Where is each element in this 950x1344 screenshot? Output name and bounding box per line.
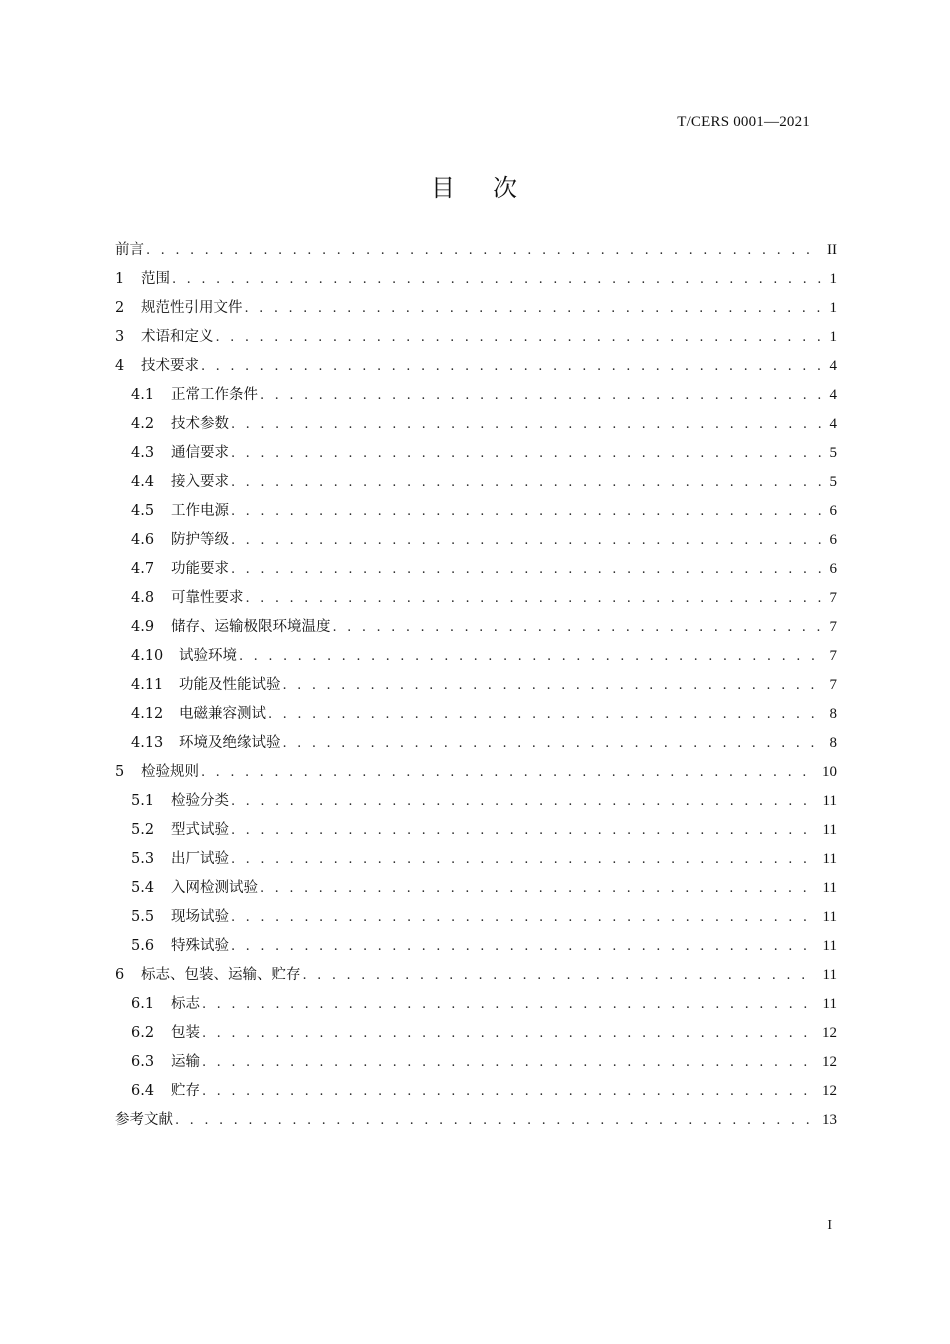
toc-entry-label: 标志 [171,996,200,1012]
toc-entry-page: 11 [822,851,837,867]
toc-entry[interactable] [115,642,837,671]
toc-entry-number: 3 [115,329,125,345]
toc-entry-number: 5 [115,764,125,780]
toc-entry-page: 11 [822,967,837,983]
toc-entry[interactable] [115,555,837,584]
toc-entry-label: 检验分类 [171,793,229,809]
toc-leader-dots [283,671,822,700]
toc-leader-dots [172,265,821,294]
toc-entry-number: 6.2 [131,1025,155,1041]
toc-leader-dots [231,526,821,555]
toc-entry-page: 1 [829,271,837,287]
toc-entry-label: 标志、包装、运输、贮存 [141,967,301,983]
toc-entry-number: 4.10 [131,648,164,664]
toc-entry-page: 4 [829,358,837,374]
toc-entry-label: 技术要求 [141,358,199,374]
toc-entry-page: 8 [829,706,837,722]
toc-entry-label: 术语和定义 [141,329,214,345]
toc-leader-dots [231,932,817,961]
toc-entry-page: 11 [822,822,837,838]
toc-entry[interactable] [115,323,837,352]
toc-entry[interactable] [115,497,837,526]
toc-entry-number: 4.7 [131,561,155,577]
toc-entry-number: 6.1 [131,996,155,1012]
toc-entry[interactable] [115,352,837,381]
toc-leader-dots [175,1106,816,1135]
toc-entry-label: 特殊试验 [171,938,229,954]
toc-title-part1: 目 [431,174,457,202]
page-number: I [827,1218,832,1233]
toc-entry-page: 4 [829,387,837,403]
toc-entry-number: 6.3 [131,1054,155,1070]
toc-leader-dots [202,990,817,1019]
toc-leader-dots [231,787,817,816]
toc-entry-label: 贮存 [171,1083,200,1099]
toc-leader-dots [260,381,821,410]
toc-entry-number: 6.4 [131,1083,155,1099]
document-code: T/CERS 0001—2021 [677,114,810,130]
toc-leader-dots [231,903,817,932]
toc-entry-page: 12 [822,1083,837,1099]
toc-entry-page: 7 [829,677,837,693]
toc-entry-label: 功能及性能试验 [179,677,281,693]
toc-entry-number: 4.3 [131,445,155,461]
toc-entry-number: 4.8 [131,590,155,606]
toc-entry[interactable] [115,700,837,729]
toc-entry[interactable] [115,932,837,961]
toc-entry-number: 5.1 [131,793,155,809]
toc-entry-page: 12 [822,1054,837,1070]
toc-entry-label: 防护等级 [171,532,229,548]
toc-list [115,236,837,1135]
toc-leader-dots [260,874,817,903]
toc-leader-dots [202,1019,816,1048]
toc-entry-page: 11 [822,996,837,1012]
toc-entry-number: 5.2 [131,822,155,838]
toc-entry-number: 4 [115,358,125,374]
toc-entry-label: 正常工作条件 [171,387,258,403]
toc-entry-label: 型式试验 [171,822,229,838]
toc-entry-label: 现场试验 [171,909,229,925]
toc-entry-page: 11 [822,938,837,954]
toc-entry-label: 范围 [141,271,170,287]
toc-entry[interactable] [115,961,837,990]
toc-entry[interactable] [115,845,837,874]
toc-entry-label: 储存、运输极限环境温度 [171,619,331,635]
toc-entry[interactable] [115,410,837,439]
toc-entry-number: 4.1 [131,387,155,403]
toc-leader-dots [231,555,821,584]
toc-title-part2: 次 [493,174,519,202]
toc-leader-dots [231,497,821,526]
toc-entry[interactable] [115,265,837,294]
toc-leader-dots [246,584,822,613]
toc-entry-number: 4.2 [131,416,155,432]
toc-entry-label: 出厂试验 [171,851,229,867]
toc-entry-label: 试验环境 [179,648,237,664]
toc-entry-number: 5.4 [131,880,155,896]
toc-entry-page: 6 [829,503,837,519]
toc-leader-dots [231,439,821,468]
toc-entry[interactable] [115,1019,837,1048]
toc-entry-page: 6 [829,561,837,577]
toc-entry-number: 4.11 [131,677,164,693]
toc-entry-label: 技术参数 [171,416,229,432]
toc-leader-dots [239,642,821,671]
toc-entry-number: 5.5 [131,909,155,925]
toc-leader-dots [201,758,816,787]
toc-entry-number: 4.12 [131,706,164,722]
toc-entry-number: 4.9 [131,619,155,635]
toc-entry-page: 1 [829,300,837,316]
toc-entry-label: 入网检测试验 [171,880,258,896]
toc-entry[interactable] [115,816,837,845]
toc-entry-number: 1 [115,271,125,287]
toc-entry[interactable] [115,671,837,700]
toc-entry[interactable] [115,874,837,903]
toc-entry-page: 10 [822,764,837,780]
toc-entry-label: 前言 [115,242,144,258]
toc-entry-page: 11 [822,880,837,896]
toc-entry-page: 1 [829,329,837,345]
toc-leader-dots [231,410,821,439]
toc-entry-label: 检验规则 [141,764,199,780]
toc-entry-page: 5 [829,474,837,490]
toc-entry-label: 可靠性要求 [171,590,244,606]
toc-entry-number: 2 [115,300,125,316]
toc-leader-dots [283,729,822,758]
toc-entry[interactable] [115,584,837,613]
toc-leader-dots [201,352,821,381]
toc-entry-page: 11 [822,909,837,925]
toc-entry[interactable] [115,381,837,410]
toc-entry-number: 6 [115,967,125,983]
toc-entry-page: 7 [829,590,837,606]
toc-entry-number: 4.4 [131,474,155,490]
toc-leader-dots [333,613,822,642]
toc-entry-label: 功能要求 [171,561,229,577]
toc-entry-number: 4.13 [131,735,164,751]
toc-entry-label: 环境及绝缘试验 [179,735,281,751]
toc-entry-number: 4.6 [131,532,155,548]
toc-entry-number: 5.6 [131,938,155,954]
toc-leader-dots [231,845,817,874]
toc-entry-page: 13 [822,1112,837,1128]
toc-entry-page: 12 [822,1025,837,1041]
toc-entry[interactable] [115,439,837,468]
toc-entry-page: 11 [822,793,837,809]
toc-entry-label: 参考文献 [115,1112,173,1128]
toc-entry[interactable] [115,903,837,932]
toc-entry[interactable] [115,1106,837,1135]
toc-leader-dots [146,236,821,265]
toc-entry-page: 4 [829,416,837,432]
toc-entry-page: 6 [829,532,837,548]
toc-entry[interactable] [115,729,837,758]
toc-entry[interactable] [115,613,837,642]
toc-entry-page: 5 [829,445,837,461]
toc-entry[interactable] [115,990,837,1019]
toc-title [0,168,950,203]
toc-entry-number: 4.5 [131,503,155,519]
toc-entry-label: 接入要求 [171,474,229,490]
toc-entry-number: 5.3 [131,851,155,867]
toc-entry-label: 电磁兼容测试 [179,706,266,722]
toc-leader-dots [216,323,822,352]
toc-entry-label: 包装 [171,1025,200,1041]
toc-entry[interactable] [115,468,837,497]
toc-leader-dots [231,816,817,845]
toc-entry-label: 工作电源 [171,503,229,519]
toc-entry-page: II [827,242,837,258]
toc-entry[interactable] [115,1048,837,1077]
toc-entry-label: 通信要求 [171,445,229,461]
toc-entry-page: 7 [829,619,837,635]
toc-leader-dots [268,700,821,729]
toc-leader-dots [202,1048,816,1077]
toc-leader-dots [202,1077,816,1106]
toc-entry[interactable] [115,758,837,787]
toc-entry-page: 8 [829,735,837,751]
toc-entry[interactable] [115,787,837,816]
toc-entry-label: 规范性引用文件 [141,300,243,316]
toc-entry-label: 运输 [171,1054,200,1070]
toc-entry[interactable] [115,236,837,265]
toc-entry[interactable] [115,294,837,323]
toc-leader-dots [231,468,821,497]
toc-entry-page: 7 [829,648,837,664]
toc-leader-dots [303,961,817,990]
toc-leader-dots [245,294,822,323]
toc-entry[interactable] [115,1077,837,1106]
toc-entry[interactable] [115,526,837,555]
